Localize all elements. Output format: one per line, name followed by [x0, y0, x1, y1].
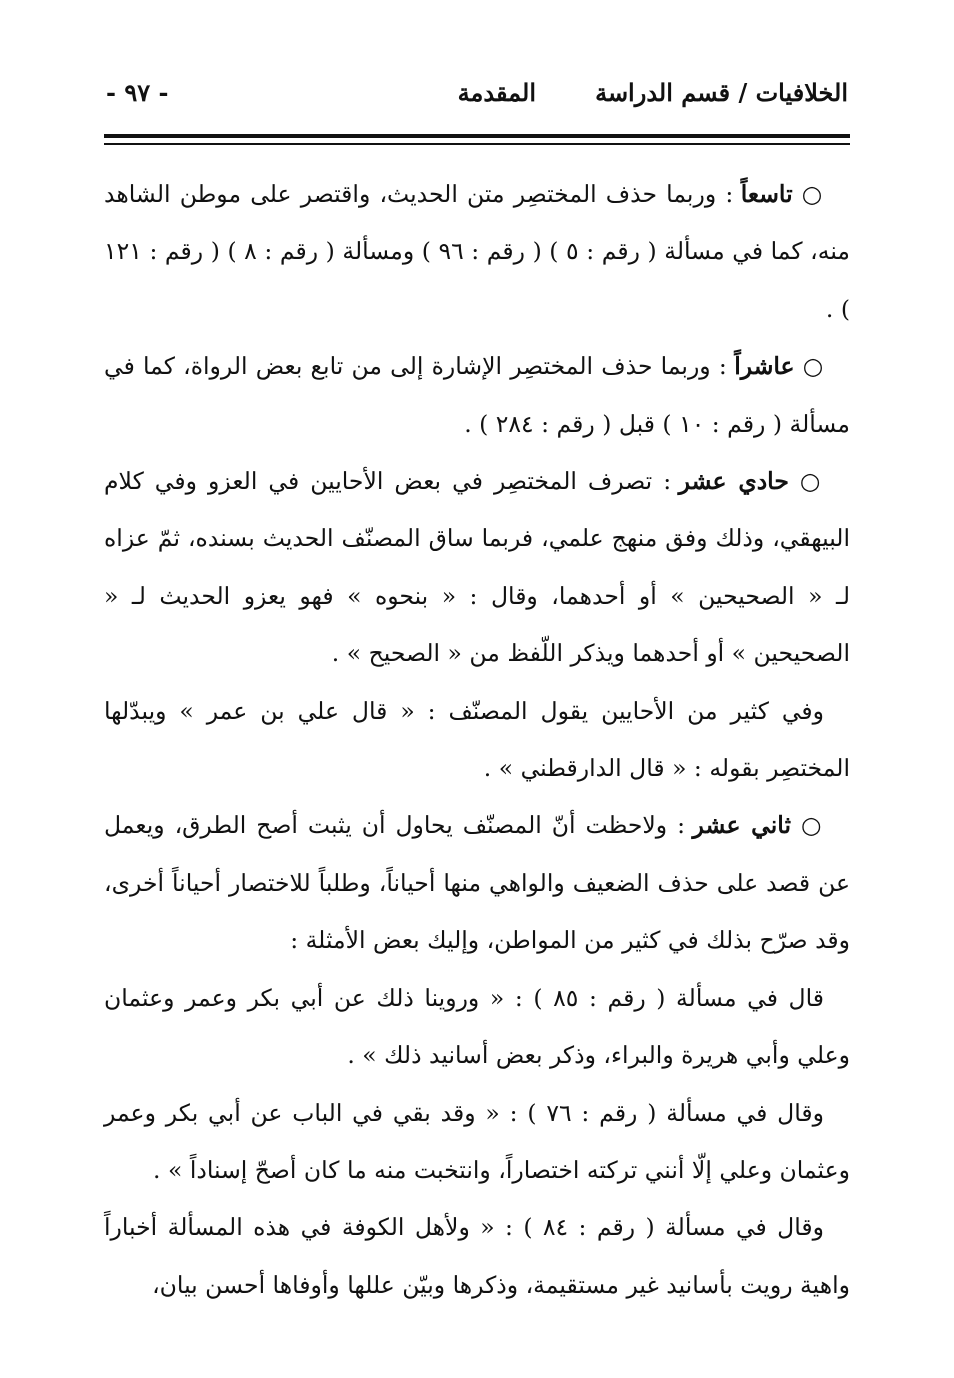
header-chapter: المقدمة	[457, 78, 536, 107]
paragraph-ninth	[104, 166, 850, 338]
paragraph-lead: تاسعاً	[740, 180, 793, 208]
paragraph-example-76: وقال في مسألة ( رقم : ٧٦ ) : « وقد بقي في الباب عن أبي بكر وعمر وعثمان وعلي إلّا أنني تركته اختصاراً، وانتخبت منه ما كان أصحّ إسناداً » .	[104, 1098, 850, 1184]
page-number: - ٩٧ -	[106, 78, 169, 107]
bullet-circle: ○	[800, 811, 824, 840]
paragraph-text: : وربما حذف المختصِر الإشارة إلى من تابع بعض الرواة، كما في مسألة ( رقم : ١٠ ) قبل ( رقم : ٢٨٤ ) .	[104, 352, 850, 438]
paragraph-twelfth	[104, 797, 850, 969]
paragraph-example-85: قال في مسألة ( رقم : ٨٥ ) : « وروينا ذلك عن أبي بكر وعمر وعثمان وعلي وأبي هريرة والبراء، وذكر بعض أسانيد ذلك » .	[104, 983, 850, 1070]
paragraph-lead: ثاني عشر	[692, 811, 791, 840]
paragraph-text: : تصرف المختصِر في بعض الأحايين في العزو وفي كلام البيهقي، وذلك وفق منهج علمي، فربما ساق المصنّف الحديث بسنده، ثمّ عزاه لـ « الصحيحين » أو أحدهما، وقال : « بنحوه » فهو يعزو الحديث لـ « الصحيحين » أو أحدهما ويذكر اللّفظ من « الصحيح » .	[104, 467, 850, 668]
paragraph-example-84: وقال في مسألة ( رقم : ٨٤ ) : « ولأهل الكوفة في هذه المسألة أخباراً واهية رويت بأسانيد غير مستقيمة، وذكرها وبيّن عللها وأوفاها أحسن بيان،	[104, 1213, 850, 1299]
paragraph-tenth	[104, 338, 850, 453]
body-text	[104, 166, 850, 1314]
paragraph-eleventh	[104, 453, 850, 683]
bullet-circle: ○	[802, 352, 824, 381]
paragraph-text: : وربما حذف المختصِر متن الحديث، واقتصر على موطن الشاهد منه، كما في مسألة ( رقم : ٥ ) ( رقم : ٩٦ ) ومسألة ( رقم : ٨ ) ( رقم : ١٢١ ) .	[104, 180, 850, 323]
paragraph-text: : ولاحظت أنّ المصنّف يحاول أن يثبت أصح الطرق، ويعمل عن قصد على حذف الضعيف والواهي منها أحياناً، وطلباً للاختصار أحياناً أخرى، وقد صرّح بذلك في كثير من المواطن، وإليك بعض الأمثلة :	[104, 811, 850, 955]
bullet-circle: ○	[799, 467, 824, 496]
header-book-section: الخلافيات / قسم الدراسة	[595, 78, 848, 107]
paragraph-lead: عاشراً	[734, 352, 795, 381]
running-header	[106, 78, 848, 118]
header-rule-thick	[104, 134, 850, 138]
bullet-circle: ○	[801, 180, 824, 208]
header-rule-thin	[104, 143, 850, 145]
paragraph-lead: حادي عشر	[678, 467, 789, 496]
paragraph-ali-bin-umar: وفي كثير من الأحايين يقول المصنّف : « قال علي بن عمر » ويبدّلها المختصِر بقوله : « قال الدارقطني » .	[104, 696, 850, 783]
